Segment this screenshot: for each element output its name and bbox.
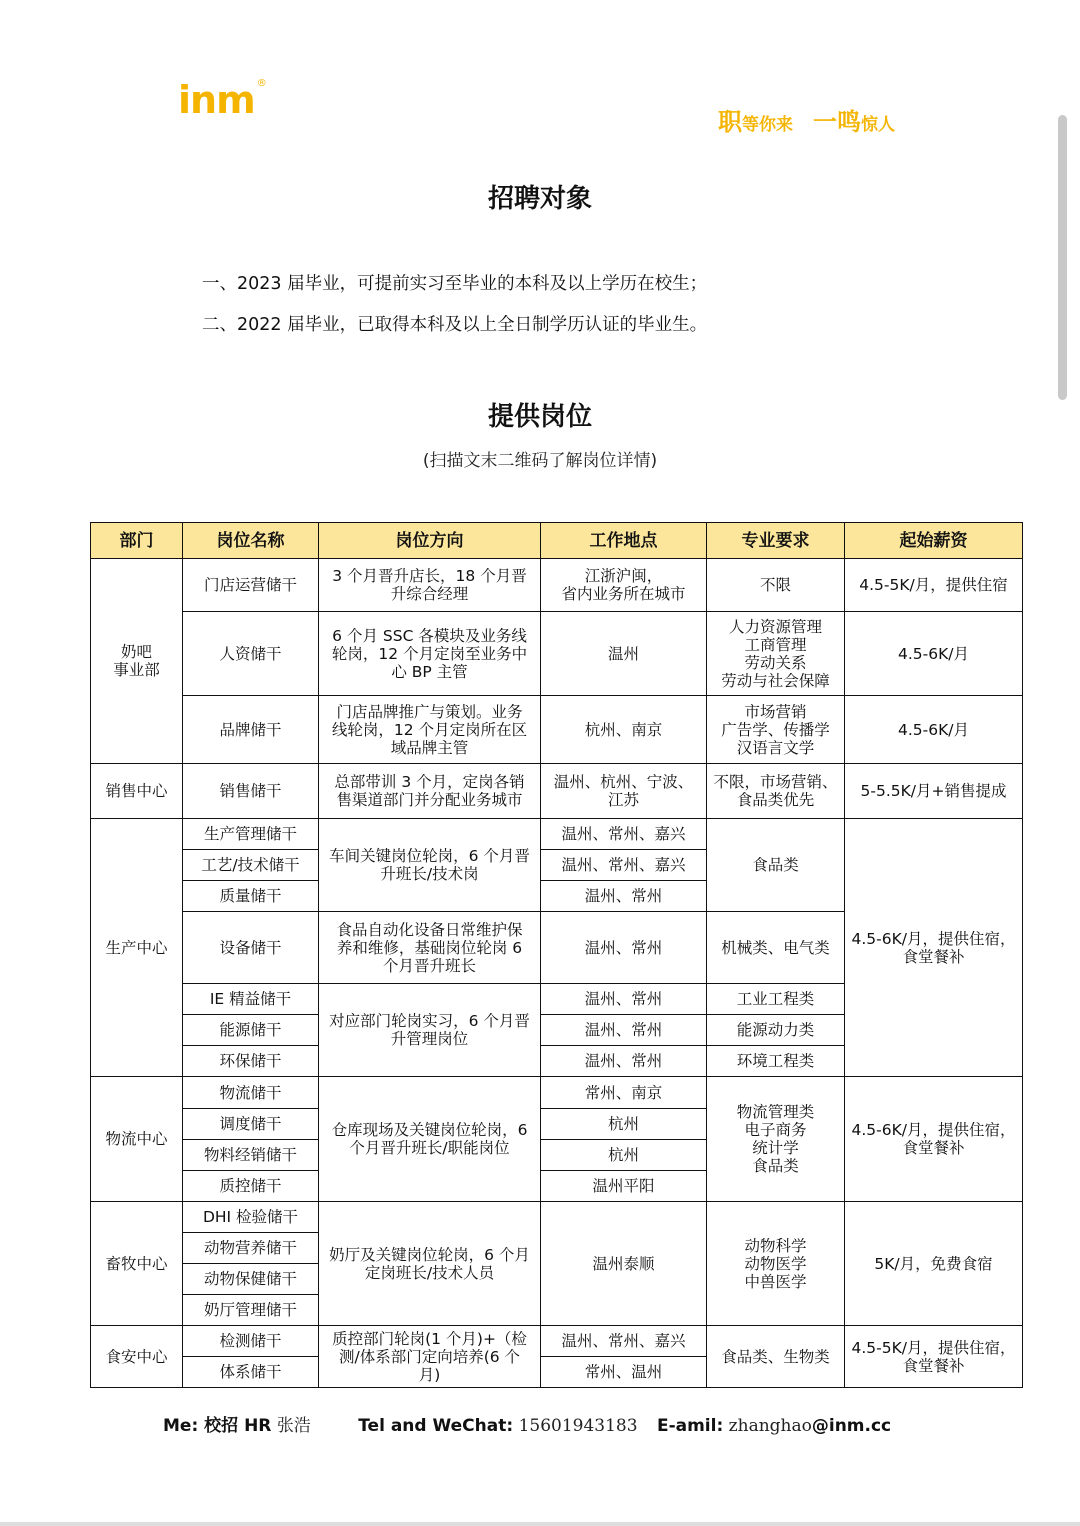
salary-cell: 4.5-5K/月，提供住宿， 食堂餐补 <box>845 1326 1023 1388</box>
table-row <box>91 1077 1023 1109</box>
requirement-2: 二、2022 届毕业，已取得本科及以上全日制学历认证的毕业生。 <box>202 315 708 335</box>
major-cell: 环境工程类 <box>707 1046 845 1077</box>
position-cell: 奶厅管理储干 <box>183 1295 319 1326</box>
contact-label: Me: 校招 HR <box>163 1416 272 1436</box>
email-label: E-amil: <box>656 1416 724 1436</box>
position-cell: 调度储干 <box>183 1109 319 1140</box>
location-cell: 温州 <box>541 612 707 696</box>
email-user: zhanghao <box>728 1416 812 1436</box>
header-salary: 起始薪资 <box>845 523 1023 559</box>
location-cell: 江浙沪闽， 省内业务所在城市 <box>541 559 707 612</box>
slogan: 职等你来 一鸣惊人 <box>718 108 895 136</box>
direction-cell: 食品自动化设备日常维护保 养和维修，基础岗位轮岗 6 个月晋升班长 <box>319 912 541 984</box>
major-cell: 物流管理类 电子商务 统计学 食品类 <box>707 1077 845 1202</box>
table-row <box>91 1202 1023 1233</box>
inm-logo: inm ® <box>178 78 266 122</box>
header-major: 专业要求 <box>707 523 845 559</box>
tel-number: 15601943183 <box>518 1416 638 1436</box>
email-domain: @inm.cc <box>811 1416 892 1436</box>
scrollbar[interactable] <box>1058 115 1067 400</box>
position-cell: 动物保健储干 <box>183 1264 319 1295</box>
location-cell: 常州、温州 <box>541 1357 707 1388</box>
header-dept: 部门 <box>91 523 183 559</box>
dept-cell: 奶吧 事业部 <box>91 559 183 764</box>
location-cell: 温州、常州 <box>541 984 707 1015</box>
salary-cell: 4.5-6K/月 <box>845 612 1023 696</box>
direction-cell: 奶厅及关键岗位轮岗，6 个月 定岗班长/技术人员 <box>319 1202 541 1326</box>
location-cell: 温州、常州 <box>541 912 707 984</box>
position-cell: DHI 检验储干 <box>183 1202 319 1233</box>
position-cell: 体系储干 <box>183 1357 319 1388</box>
direction-cell: 质控部门轮岗(1 个月)+（检 测/体系部门定向培养(6 个 月) <box>319 1326 541 1388</box>
direction-cell: 车间关键岗位轮岗，6 个月晋 升班长/技术岗 <box>319 819 541 912</box>
contact-footer <box>163 1411 891 1436</box>
header-location: 工作地点 <box>541 523 707 559</box>
table-row <box>91 696 1023 764</box>
salary-cell: 5K/月，免费食宿 <box>845 1202 1023 1326</box>
table-row <box>91 1326 1023 1357</box>
major-cell: 机械类、电气类 <box>707 912 845 984</box>
position-cell: 销售储干 <box>183 764 319 819</box>
dept-cell: 销售中心 <box>91 764 183 819</box>
direction-cell: 6 个月 SSC 各模块及业务线 轮岗，12 个月定岗至业务中 心 BP 主管 <box>319 612 541 696</box>
location-cell: 温州、常州 <box>541 1015 707 1046</box>
location-cell: 杭州、南京 <box>541 696 707 764</box>
position-cell: 生产管理储干 <box>183 819 319 850</box>
salary-cell: 4.5-6K/月 <box>845 696 1023 764</box>
direction-cell: 总部带训 3 个月，定岗各销 售渠道部门并分配业务城市 <box>319 764 541 819</box>
major-cell: 不限，市场营销、 食品类优先 <box>707 764 845 819</box>
dept-cell: 生产中心 <box>91 819 183 1077</box>
position-cell: 物料经销储干 <box>183 1140 319 1171</box>
location-cell: 温州泰顺 <box>541 1202 707 1326</box>
position-cell: 质控储干 <box>183 1171 319 1202</box>
dept-cell: 畜牧中心 <box>91 1202 183 1326</box>
major-cell: 食品类 <box>707 819 845 912</box>
direction-cell: 门店品牌推广与策划。业务 线轮岗，12 个月定岗所在区 域品牌主管 <box>319 696 541 764</box>
dept-cell: 食安中心 <box>91 1326 183 1388</box>
location-cell: 温州、常州 <box>541 1046 707 1077</box>
location-cell: 杭州 <box>541 1109 707 1140</box>
requirement-1: 一、2023 届毕业，可提前实习至毕业的本科及以上学历在校生； <box>202 274 708 294</box>
positions-table <box>90 522 1023 1388</box>
major-cell: 食品类、生物类 <box>707 1326 845 1388</box>
position-cell: 物流储干 <box>183 1077 319 1109</box>
header-direction: 岗位方向 <box>319 523 541 559</box>
salary-cell: 5-5.5K/月+销售提成 <box>845 764 1023 819</box>
position-cell: 工艺/技术储干 <box>183 850 319 881</box>
direction-cell: 对应部门轮岗实习，6 个月晋 升管理岗位 <box>319 984 541 1077</box>
position-cell: 检测储干 <box>183 1326 319 1357</box>
position-cell: IE 精益储干 <box>183 984 319 1015</box>
position-cell: 人资储干 <box>183 612 319 696</box>
positions-subtitle: (扫描文末二维码了解岗位详情) <box>422 451 658 471</box>
position-cell: 能源储干 <box>183 1015 319 1046</box>
position-cell: 设备储干 <box>183 912 319 984</box>
location-cell: 温州、常州、嘉兴 <box>541 1326 707 1357</box>
salary-cell: 4.5-6K/月，提供住宿， 食堂餐补 <box>845 1077 1023 1202</box>
major-cell: 工业工程类 <box>707 984 845 1015</box>
table-header-row <box>91 523 1023 559</box>
location-cell: 常州、南京 <box>541 1077 707 1109</box>
location-cell: 温州平阳 <box>541 1171 707 1202</box>
salary-cell: 4.5-5K/月，提供住宿 <box>845 559 1023 612</box>
position-cell: 环保储干 <box>183 1046 319 1077</box>
position-cell: 动物营养储干 <box>183 1233 319 1264</box>
salary-cell: 4.5-6K/月，提供住宿， 食堂餐补 <box>845 819 1023 1077</box>
major-cell: 市场营销 广告学、传播学 汉语言文学 <box>707 696 845 764</box>
direction-cell: 3 个月晋升店长，18 个月晋 升综合经理 <box>319 559 541 612</box>
header-position: 岗位名称 <box>183 523 319 559</box>
email-address[interactable] <box>729 1416 891 1436</box>
position-cell: 质量储干 <box>183 881 319 912</box>
tel-label: Tel and WeChat: <box>358 1416 514 1436</box>
location-cell: 温州、常州 <box>541 881 707 912</box>
page-bottom-edge <box>0 1522 1080 1526</box>
contact-name: 张浩 <box>276 1416 311 1436</box>
location-cell: 温州、杭州、宁波、 江苏 <box>541 764 707 819</box>
major-cell: 不限 <box>707 559 845 612</box>
table-row <box>91 559 1023 612</box>
location-cell: 温州、常州、嘉兴 <box>541 850 707 881</box>
section-title-positions: 提供岗位 <box>487 402 592 432</box>
dept-cell: 物流中心 <box>91 1077 183 1202</box>
position-cell: 品牌储干 <box>183 696 319 764</box>
direction-cell: 仓库现场及关键岗位轮岗，6 个月晋升班长/职能岗位 <box>319 1077 541 1202</box>
location-cell: 温州、常州、嘉兴 <box>541 819 707 850</box>
major-cell: 人力资源管理 工商管理 劳动关系 劳动与社会保障 <box>707 612 845 696</box>
section-title-recruit-targets: 招聘对象 <box>487 184 592 214</box>
table-row <box>91 819 1023 850</box>
location-cell: 杭州 <box>541 1140 707 1171</box>
table-row <box>91 612 1023 696</box>
major-cell: 能源动力类 <box>707 1015 845 1046</box>
table-row <box>91 764 1023 819</box>
major-cell: 动物科学 动物医学 中兽医学 <box>707 1202 845 1326</box>
position-cell: 门店运营储干 <box>183 559 319 612</box>
